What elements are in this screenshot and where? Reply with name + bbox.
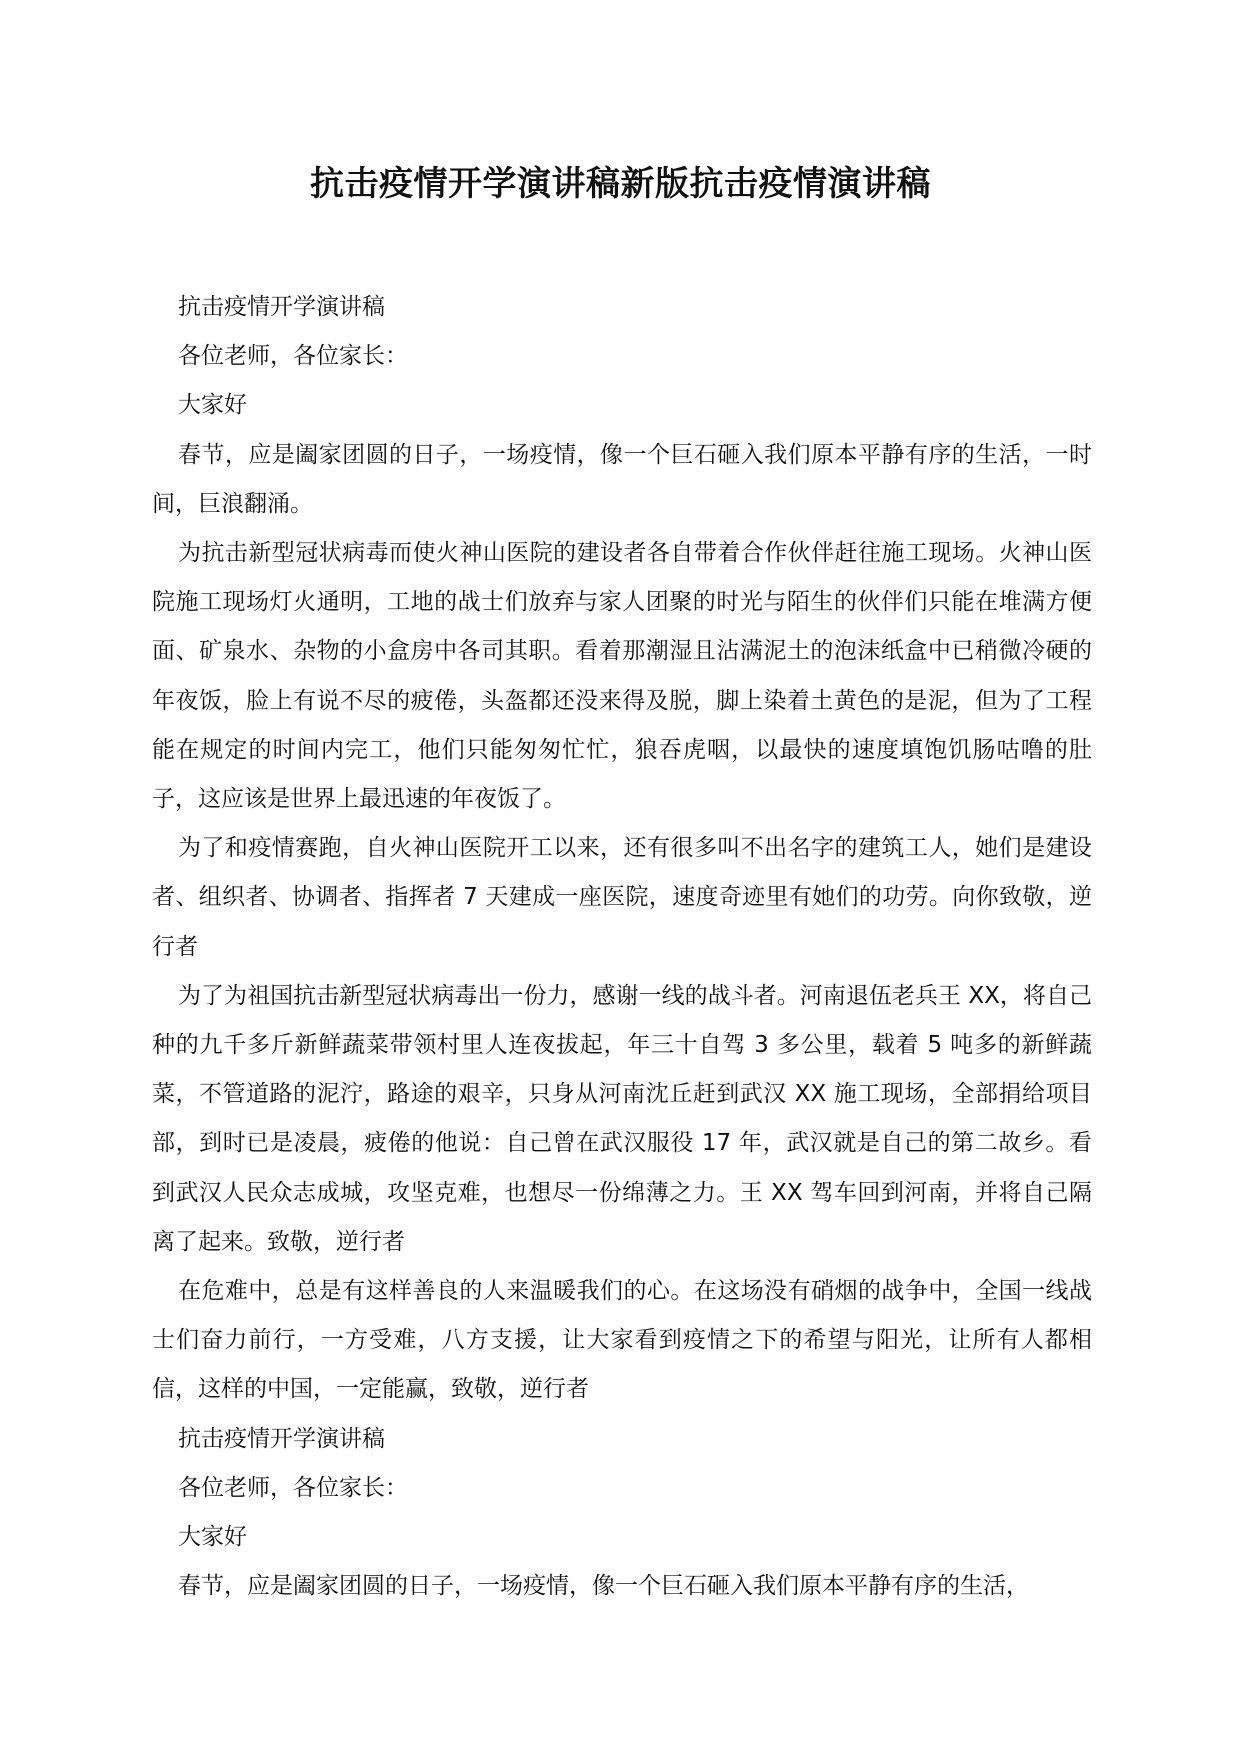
paragraph-spring-festival-repeat: 春节，应是阖家团圆的日子，一场疫情，像一个巨石砸入我们原本平静有序的生活， bbox=[178, 1573, 1029, 1600]
paragraph-conclusion: 在危难中，总是有这样善良的人来温暖我们的心。在这场没有硝烟的战争中，全国一线战士们奋力前行，一方受难，八方支援，让大家看到疫情之下的希望与阳光，让所有人都相信，这样的中国，一定能赢，致敬，逆行者 bbox=[152, 1278, 1092, 1403]
document-body bbox=[152, 283, 1092, 1611]
paragraph-workers: 为了和疫情赛跑，自火神山医院开工以来，还有很多叫不出名字的建筑工人，她们是建设者、组织者、协调者、指挥者 7 天建成一座医院，速度奇迹里有她们的功劳。向你致敬，逆行者 bbox=[152, 835, 1092, 960]
paragraph-huoshenshan: 为抗击新型冠状病毒而使火神山医院的建设者各自带着合作伙伴赶往施工现场。火神山医院施工现场灯火通明，工地的战士们放弃与家人团聚的时光与陌生的伙伴们只能在堆满方便面、矿泉水、杂物的小盒房中各司其职。看着那潮湿且沾满泥土的泡沫纸盒中已稍微冷硬的年夜饭，脸上有说不尽的疲倦，头盔都还没来得及脱，脚上染着土黄色的是泥，但为了工程能在规定的时间内完工，他们只能匆匆忙忙，狼吞虎咽，以最快的速度填饱饥肠咕噜的肚子，这应该是世界上最迅速的年夜饭了。 bbox=[152, 540, 1092, 813]
paragraph-salutation-repeat: 各位老师，各位家长： bbox=[178, 1474, 408, 1501]
paragraph-spring-festival: 春节，应是阖家团圆的日子，一场疫情，像一个巨石砸入我们原本平静有序的生活，一时间，巨浪翻涌。 bbox=[152, 441, 1092, 517]
paragraph-veteran: 为了为祖国抗击新型冠状病毒出一份力，感谢一线的战斗者。河南退伍老兵王 XX，将自己种的九千多斤新鲜蔬菜带领村里人连夜拔起，年三十自驾 3 多公里，载着 5 吨多的新鲜蔬菜，不管道路的泥泞，路途的艰辛，只身从河南沈丘赶到武汉 XX 施工现场，全部捐给项目部，到时已是凌晨，疲倦的他说：自己曾在武汉服役 17 年，武汉就是自己的第二故乡。看到武汉人民众志成城，攻坚克难，也想尽一份绵薄之力。王 XX 驾车回到河南，并将自己隔离了起来。致敬，逆行者 bbox=[152, 982, 1092, 1255]
document-title: 抗击疫情开学演讲稿新版抗击疫情演讲稿 bbox=[310, 164, 931, 204]
paragraph-greeting-repeat: 大家好 bbox=[178, 1524, 247, 1551]
paragraph-heading: 抗击疫情开学演讲稿 bbox=[178, 294, 385, 320]
paragraph-salutation: 各位老师，各位家长： bbox=[178, 343, 408, 370]
paragraph-greeting: 大家好 bbox=[178, 392, 247, 419]
paragraph-heading-repeat: 抗击疫情开学演讲稿 bbox=[178, 1425, 385, 1452]
